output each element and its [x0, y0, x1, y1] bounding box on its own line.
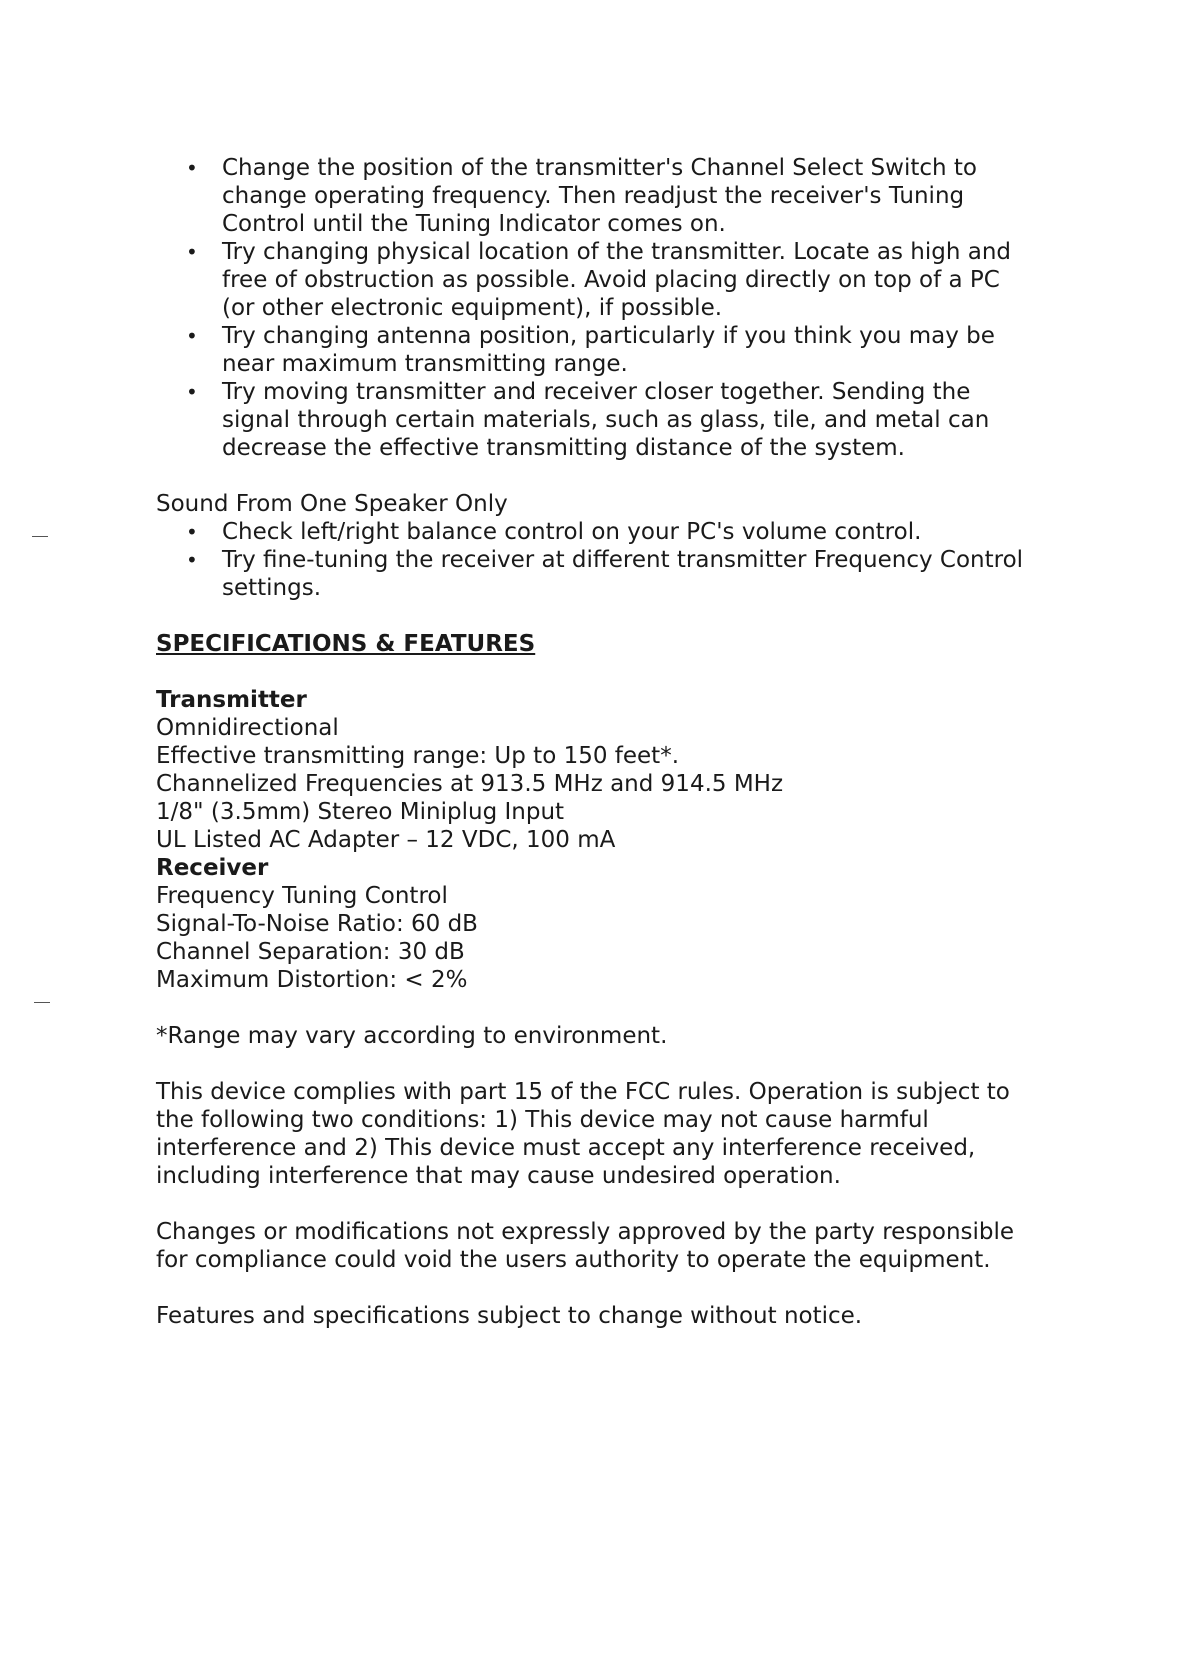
- receiver-heading: Receiver: [156, 855, 269, 881]
- range-footnote: *Range may vary according to environment.: [156, 1023, 668, 1049]
- specifications-title: SPECIFICATIONS & FEATURES: [156, 631, 536, 657]
- spec-line: Effective transmitting range: Up to 150 feet*.: [156, 743, 680, 769]
- spec-line: Maximum Distortion: < 2%: [156, 967, 468, 993]
- document-page: [156, 154, 1036, 1330]
- list-item: • Try changing physical location of the transmitter. Locate as high and free of obstruction as possible. Avoid placing directly on top of a PC (or other electronic equipment), if possible.: [222, 238, 1036, 322]
- spec-line: Channelized Frequencies at 913.5 MHz and 914.5 MHz: [156, 771, 784, 797]
- spec-line: Omnidirectional: [156, 715, 339, 741]
- troubleshooting-list: [156, 154, 1036, 462]
- spec-line: 1/8" (3.5mm) Stereo Miniplug Input: [156, 799, 565, 825]
- fcc-statement: This device complies with part 15 of the FCC rules. Operation is subject to the following two conditions: 1) This device may not cause harmful interference and 2) This device must accept any interference received, including interference that may cause undesired operation.: [156, 1079, 1010, 1189]
- scan-speck: [34, 1002, 50, 1003]
- list-item: • Try fine-tuning the receiver at different transmitter Frequency Control settings.: [222, 546, 1036, 602]
- scan-speck: [32, 536, 48, 537]
- list-item: • Check left/right balance control on your PC's volume control.: [222, 518, 1036, 546]
- change-notice: Features and specifications subject to change without notice.: [156, 1303, 863, 1329]
- list-item: • Try changing antenna position, particularly if you think you may be near maximum transmitting range.: [222, 322, 1036, 378]
- spec-line: Channel Separation: 30 dB: [156, 939, 465, 965]
- transmitter-heading: Transmitter: [156, 687, 307, 713]
- one-speaker-heading: Sound From One Speaker Only: [156, 491, 508, 517]
- list-item: • Change the position of the transmitter's Channel Select Switch to change operating frequency. Then readjust the receiver's Tuning Control until the Tuning Indicator comes on.: [222, 154, 1036, 238]
- spec-line: Frequency Tuning Control: [156, 883, 448, 909]
- spec-line: Signal-To-Noise Ratio: 60 dB: [156, 911, 478, 937]
- one-speaker-list: [156, 518, 1036, 602]
- list-item: • Try moving transmitter and receiver closer together. Sending the signal through certain materials, such as glass, tile, and metal can decrease the effective transmitting distance of the system.: [222, 378, 1036, 462]
- modifications-warning: Changes or modifications not expressly approved by the party responsible for compliance could void the users authority to operate the equipment.: [156, 1219, 1015, 1273]
- spec-line: UL Listed AC Adapter – 12 VDC, 100 mA: [156, 827, 616, 853]
